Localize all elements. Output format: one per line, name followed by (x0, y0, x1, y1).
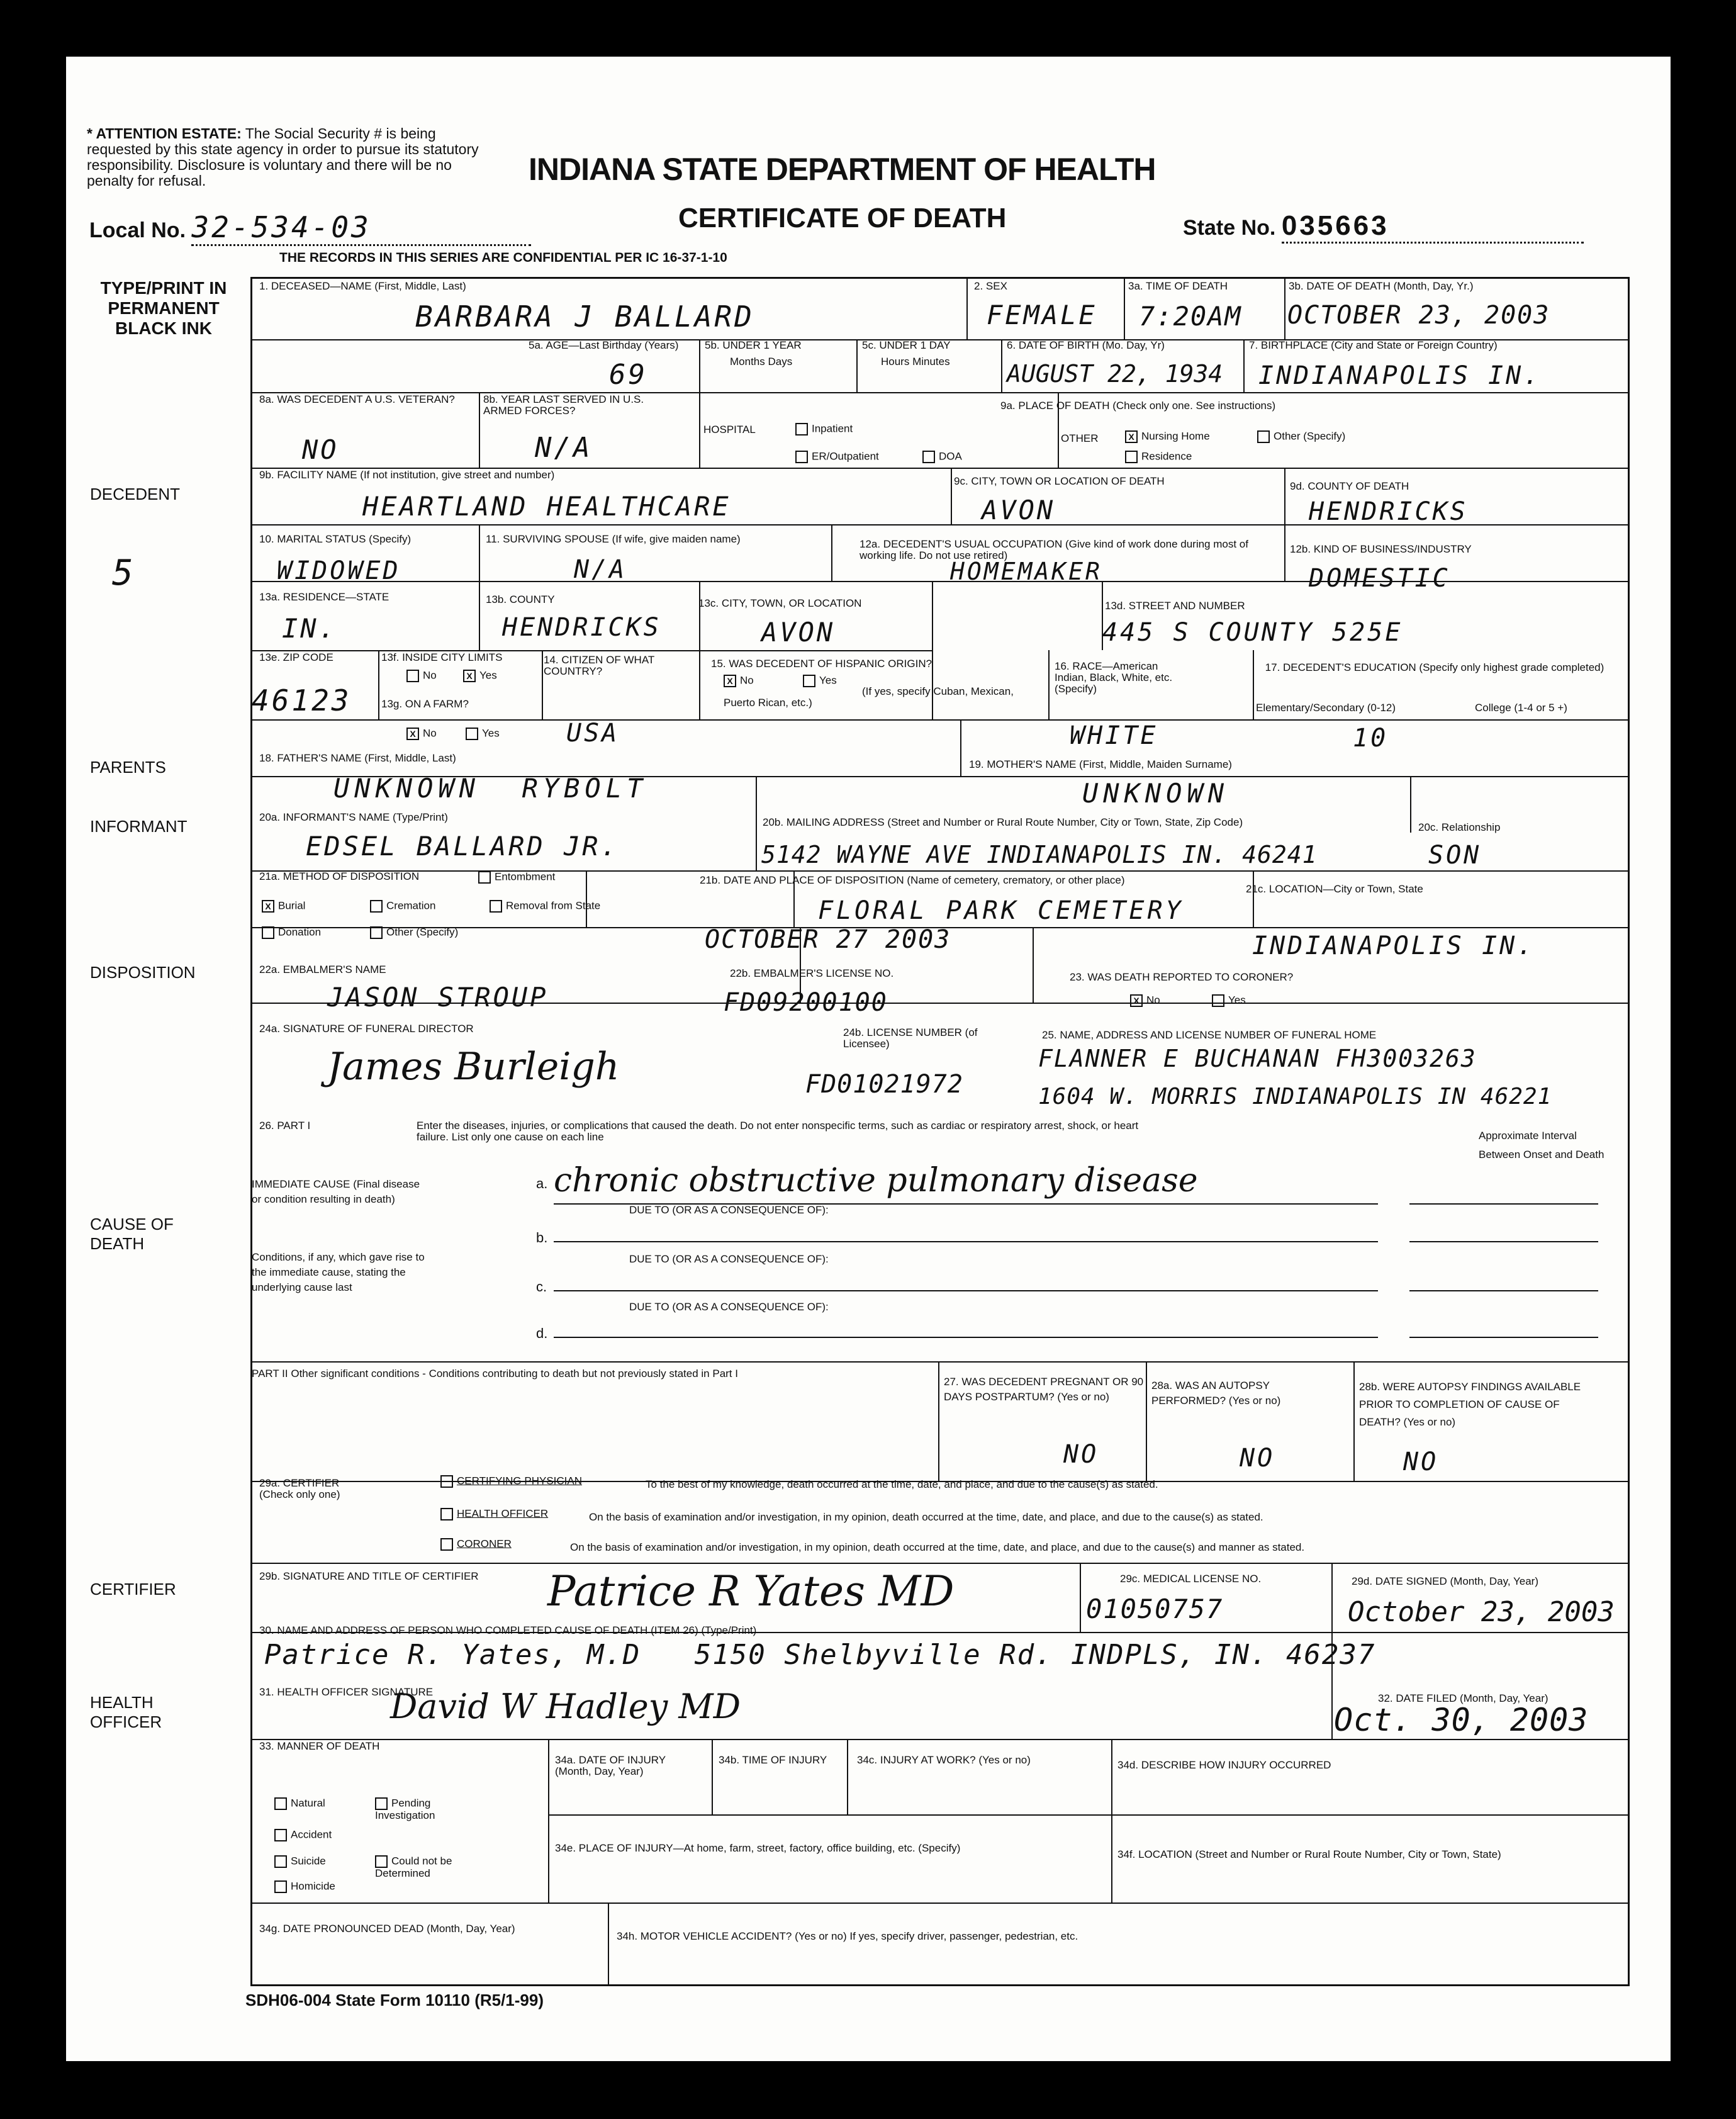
funeral-director-signature: James Burleigh (327, 1045, 620, 1089)
line-a-marker: a. (536, 1176, 548, 1191)
label-inside-city: 13f. INSIDE CITY LIMITS (381, 651, 503, 663)
certifier-signature: Patrice R Yates MD (547, 1567, 955, 1616)
completed-by-value: Patrice R. Yates, M.D 5150 Shelbyville Rd. INDPLS, IN. 46237 (264, 1639, 1376, 1671)
checkbox-er[interactable]: ER/Outpatient (795, 451, 879, 463)
label-funeral-home: 25. NAME, ADDRESS AND LICENSE NUMBER OF FUNERAL HOME (1042, 1029, 1377, 1041)
label-date-filed: 32. DATE FILED (Month, Day, Year) (1378, 1692, 1548, 1704)
label-autopsy: 28a. WAS AN AUTOPSY PERFORMED? (Yes or no) (1151, 1380, 1281, 1407)
res-city-value: AVON (761, 617, 836, 648)
age-value: 69 (609, 359, 647, 391)
label-interval: Approximate Interval Between Onset and Death (1479, 1130, 1604, 1161)
label-mother: 19. MOTHER'S NAME (First, Middle, Maiden Surname) (969, 758, 1232, 770)
birthplace-value: INDIANAPOLIS IN. (1258, 361, 1542, 390)
funeral-home-value: FLANNER E BUCHANAN FH3003263 (1038, 1045, 1477, 1072)
label-place-of-death: 9a. PLACE OF DEATH (Check only one. See instructions) (1000, 400, 1276, 412)
father-value: UNKNOWN RYBOLT (333, 773, 648, 804)
funeral-home-address: 1604 W. MORRIS INDIANAPOLIS IN 46221 (1038, 1084, 1552, 1110)
embalmer-license-value: FD09200100 (724, 988, 888, 1017)
local-no: Local No. 32-534-03 (89, 210, 531, 246)
label-spouse: 11. SURVIVING SPOUSE (If wife, give maiden name) (486, 533, 741, 545)
label-name: 1. DECEASED—NAME (First, Middle, Last) (259, 280, 466, 292)
label-medical-license: 29c. MEDICAL LICENSE NO. (1120, 1573, 1262, 1585)
label-education: 17. DECEDENT'S EDUCATION (Specify only highest grade completed) (1265, 661, 1604, 673)
label-college: College (1-4 or 5 +) (1475, 702, 1567, 714)
zip-value: 46123 (252, 683, 352, 717)
label-hispanic: 15. WAS DECEDENT OF HISPANIC ORIGIN? (711, 658, 932, 670)
coroner-text: On the basis of examination and/or investigation, in my opinion, death occurred at the time, date, and place, and due to the cause(s) and manner as stated. (570, 1541, 1305, 1553)
attention-notice: * ATTENTION ESTATE: The Social Security # is being requested by this state agency in order to pursue its statutory responsibility. Disclosure is voluntary and there will be no penalty for refusal. (87, 125, 479, 189)
date-signed-value: October 23, 2003 (1348, 1596, 1615, 1628)
label-conditions: Conditions, if any, which gave rise to the immediate cause, stating the underlying cause last (252, 1251, 425, 1293)
checkbox-certifying-physician[interactable]: CERTIFYING PHYSICIAN (440, 1475, 582, 1488)
label-part2: PART II Other significant conditions - Conditions contributing to death but not previously stated in Part I (252, 1368, 738, 1380)
label-injury-location: 34f. LOCATION (Street and Number or Rural Route Number, City or Town, State) (1117, 1848, 1501, 1860)
res-county-value: HENDRICKS (502, 613, 661, 642)
due-to-2: DUE TO (OR AS A CONSEQUENCE OF): (629, 1253, 829, 1265)
time-of-death: 7:20AM (1139, 301, 1242, 332)
label-date-signed: 29d. DATE SIGNED (Month, Day, Year) (1352, 1575, 1538, 1587)
checkbox-farm-yes[interactable]: Yes (466, 728, 500, 740)
label-disposition-method: 21a. METHOD OF DISPOSITION (259, 870, 420, 882)
checkbox-nursing-home[interactable]: X Nursing Home (1125, 430, 1210, 443)
street-value: 445 S COUNTY 525E (1102, 618, 1403, 647)
label-sex: 2. SEX (974, 280, 1007, 292)
pregnant-value: NO (1063, 1440, 1099, 1469)
label-embalmer: 22a. EMBALMER'S NAME (259, 964, 386, 975)
label-year-served: 8b. YEAR LAST SERVED IN U.S. ARMED FORCES? (483, 393, 644, 417)
checkbox-residence[interactable]: Residence (1125, 451, 1192, 463)
city-death-value: AVON (982, 495, 1056, 526)
label-immediate-cause: IMMEDIATE CAUSE (Final disease or condition resulting in death) (252, 1178, 420, 1205)
industry-value: DOMESTIC (1309, 564, 1450, 593)
label-health-officer-signature: 31. HEALTH OFFICER SIGNATURE (259, 1686, 434, 1698)
agency-title: INDIANA STATE DEPARTMENT OF HEALTH (529, 152, 1156, 187)
health-officer-signature: David W Hadley MD (390, 1687, 741, 1726)
label-res-state: 13a. RESIDENCE—STATE (259, 591, 389, 603)
label-hospital: HOSPITAL (703, 424, 756, 436)
checkbox-accident[interactable]: Accident (274, 1829, 332, 1841)
side-informant: INFORMANT (90, 817, 188, 836)
label-certifier: 29a. CERTIFIER (Check only one) (259, 1477, 340, 1500)
type-print-notice: TYPE/PRINT IN PERMANENT BLACK INK (100, 278, 227, 338)
line-d-marker: d. (536, 1325, 548, 1341)
label-disposition-place: 21b. DATE AND PLACE OF DISPOSITION (Name of cemetery, crematory, or other place) (700, 874, 1125, 886)
label-completed-by: 30. NAME AND ADDRESS OF PERSON WHO COMPLETED CAUSE OF DEATH (ITEM 26) (Type/Print) (259, 1624, 757, 1636)
label-time-death: 3a. TIME OF DEATH (1128, 280, 1228, 292)
cause-a-value: chronic obstructive pulmonary disease (554, 1162, 1198, 1200)
label-under-day: 5c. UNDER 1 DAY (862, 339, 951, 351)
state-no-value: 035663 (1282, 210, 1584, 244)
checkbox-hispanic-yes[interactable]: Yes (803, 675, 837, 687)
label-disposition-location: 21c. LOCATION—City or Town, State (1246, 883, 1423, 895)
label-informant: 20a. INFORMANT'S NAME (Type/Print) (259, 811, 448, 823)
label-date-injury: 34a. DATE OF INJURY (Month, Day, Year) (555, 1754, 666, 1777)
side-disposition: DISPOSITION (90, 963, 196, 982)
county-death-value: HENDRICKS (1309, 497, 1468, 526)
label-certifier-signature: 29b. SIGNATURE AND TITLE OF CERTIFIER (259, 1570, 479, 1582)
marital-value: WIDOWED (277, 556, 401, 585)
informant-value: EDSEL BALLARD JR. (306, 831, 619, 862)
label-director-license: 24b. LICENSE NUMBER (of Licensee) (843, 1026, 978, 1050)
checkbox-other-disposition[interactable]: Other (Specify) (370, 926, 458, 939)
checkbox-removal[interactable]: Removal from State (490, 900, 600, 913)
label-under-year: 5b. UNDER 1 YEAR (705, 339, 802, 351)
label-coroner: 23. WAS DEATH REPORTED TO CORONER? (1070, 971, 1294, 983)
checkbox-natural[interactable]: Natural (274, 1797, 325, 1810)
checkbox-coroner-no[interactable]: X No (1130, 994, 1160, 1007)
label-other-place: OTHER (1061, 432, 1099, 444)
label-time-injury: 34b. TIME OF INJURY (719, 1754, 827, 1766)
local-no-value: 32-534-03 (191, 210, 531, 246)
side-health-officer: HEALTH OFFICER (90, 1693, 162, 1731)
embalmer-value: JASON STROUP (327, 982, 549, 1013)
label-county-death: 9d. COUNTY OF DEATH (1290, 480, 1409, 492)
year-served-value: N/A (535, 432, 593, 464)
label-marital: 10. MARITAL STATUS (Specify) (259, 533, 412, 545)
checkbox-donation[interactable]: Donation (262, 926, 321, 939)
label-hours-minutes: Hours Minutes (881, 356, 950, 368)
checkbox-pending[interactable]: Pending Investigation (375, 1797, 435, 1821)
label-hispanic-specify: (If yes, specify Cuban, Mexican, Puerto Rican, etc.) (724, 685, 1014, 709)
autopsy-findings-value: NO (1403, 1447, 1439, 1476)
label-res-city: 13c. CITY, TOWN, OR LOCATION (698, 597, 862, 609)
confidential-notice: THE RECORDS IN THIS SERIES ARE CONFIDENTIAL PER IC 16-37-1-10 (279, 250, 727, 265)
due-to-1: DUE TO (OR AS A CONSEQUENCE OF): (629, 1204, 829, 1216)
label-street: 13d. STREET AND NUMBER (1105, 600, 1245, 612)
label-manner: 33. MANNER OF DEATH (259, 1740, 380, 1752)
label-veteran: 8a. WAS DECEDENT A U.S. VETERAN? (259, 393, 455, 405)
checkbox-entombment[interactable]: Entombment (478, 871, 555, 884)
label-injury-work: 34c. INJURY AT WORK? (Yes or no) (857, 1754, 1031, 1766)
relationship-value: SON (1428, 841, 1482, 870)
checkbox-inside-yes[interactable]: X Yes (463, 670, 497, 682)
side-cause: CAUSE OF DEATH (90, 1215, 174, 1253)
label-place-injury: 34e. PLACE OF INJURY—At home, farm, street, factory, office building, etc. (Specify) (555, 1842, 961, 1854)
label-motor-vehicle: 34h. MOTOR VEHICLE ACCIDENT? (Yes or no) If yes, specify driver, passenger, pedestrian, etc. (617, 1930, 1078, 1942)
checkbox-coroner-certifier[interactable]: CORONER (440, 1538, 512, 1551)
label-embalmer-license: 22b. EMBALMER'S LICENSE NO. (730, 967, 894, 979)
label-months-days: Months Days (730, 356, 793, 368)
checkbox-inpatient[interactable]: Inpatient (795, 423, 853, 436)
director-license-value: FD01021972 (805, 1070, 963, 1099)
checkbox-undetermined[interactable]: Could not be Determined (375, 1855, 452, 1879)
label-pregnant: 27. WAS DECEDENT PREGNANT OR 90 DAYS POSTPARTUM? (Yes or no) (944, 1376, 1144, 1403)
checkbox-hispanic-no[interactable]: X No (724, 675, 754, 687)
checkbox-other-place[interactable]: Other (Specify) (1257, 430, 1345, 443)
occupation-value: HOMEMAKER (950, 558, 1102, 585)
label-relationship: 20c. Relationship (1418, 821, 1501, 833)
checkbox-suicide[interactable]: Suicide (274, 1855, 326, 1868)
medical-license-value: 01050757 (1086, 1593, 1224, 1624)
deceased-name: BARBARA J BALLARD (415, 300, 754, 334)
veteran-value: NO (302, 434, 339, 465)
checkbox-cremation[interactable]: Cremation (370, 900, 435, 913)
form-footer: SDH06-004 State Form 10110 (R5/1-99) (245, 1991, 544, 2009)
label-res-county: 13b. COUNTY (486, 593, 555, 605)
side-certifier: CERTIFIER (90, 1580, 176, 1599)
margin-mark: 5 (112, 553, 136, 593)
line-c-marker: c. (536, 1279, 547, 1295)
spouse-value: N/A (574, 555, 627, 584)
checkbox-farm-no[interactable]: X No (406, 728, 437, 740)
date-filed-value: Oct. 30, 2003 (1334, 1702, 1589, 1738)
certifying-physician-text: To the best of my knowledge, death occurred at the time, date, and place, and due to the cause(s) as stated. (646, 1478, 1158, 1490)
disposition-date-value: OCTOBER 27 2003 (705, 925, 951, 954)
sex-value: FEMALE (987, 300, 1097, 330)
label-pronounced-dead: 34g. DATE PRONOUNCED DEAD (Month, Day, Year) (259, 1923, 515, 1935)
checkbox-doa[interactable]: DOA (922, 451, 962, 463)
label-on-farm: 13g. ON A FARM? (381, 698, 469, 710)
label-age: 5a. AGE—Last Birthday (Years) (529, 339, 679, 351)
label-industry: 12b. KIND OF BUSINESS/INDUSTRY (1290, 543, 1472, 555)
label-race: 16. RACE—American Indian, Black, White, etc. (Specify) (1055, 660, 1173, 695)
state-no: State No. 035663 (1183, 210, 1584, 244)
date-of-death: OCTOBER 23, 2003 (1287, 301, 1550, 330)
label-citizen: 14. CITIZEN OF WHAT COUNTRY? (544, 654, 654, 677)
dob-value: AUGUST 22, 1934 (1007, 360, 1223, 388)
autopsy-value: NO (1240, 1444, 1275, 1473)
res-state-value: IN. (282, 613, 337, 644)
race-value: WHITE (1070, 721, 1158, 750)
line-b-marker: b. (536, 1230, 548, 1245)
disposition-place-value: FLORAL PARK CEMETERY (818, 896, 1184, 925)
checkbox-burial[interactable]: X Burial (262, 900, 305, 913)
health-officer-text: On the basis of examination and/or investigation, in my opinion, death occurred at the time, date, and place, and due to the cause(s) as stated. (589, 1511, 1263, 1523)
checkbox-homicide[interactable]: Homicide (274, 1880, 335, 1893)
label-city-death: 9c. CITY, TOWN OR LOCATION OF DEATH (954, 475, 1165, 487)
checkbox-inside-no[interactable]: No (406, 670, 437, 682)
label-elementary: Elementary/Secondary (0-12) (1256, 702, 1396, 714)
label-part1: 26. PART I (259, 1120, 311, 1132)
label-autopsy-findings: 28b. WERE AUTOPSY FINDINGS AVAILABLE PRIOR TO COMPLETION OF CAUSE OF DEATH? (Yes or no) (1359, 1381, 1581, 1428)
label-facility: 9b. FACILITY NAME (If not institution, give street and number) (259, 469, 555, 481)
label-birthplace: 7. BIRTHPLACE (City and State or Foreign Country) (1249, 339, 1498, 351)
label-mailing: 20b. MAILING ADDRESS (Street and Number or Rural Route Number, City or Town, State, Zip Code) (763, 816, 1243, 828)
label-date-death: 3b. DATE OF DEATH (Month, Day, Yr.) (1289, 280, 1474, 292)
disposition-location-value: INDIANAPOLIS IN. (1252, 931, 1535, 960)
side-decedent: DECEDENT (90, 485, 181, 503)
checkbox-health-officer[interactable]: HEALTH OFFICER (440, 1508, 548, 1520)
facility-value: HEARTLAND HEALTHCARE (362, 491, 731, 522)
label-funeral-director: 24a. SIGNATURE OF FUNERAL DIRECTOR (259, 1023, 474, 1035)
due-to-3: DUE TO (OR AS A CONSEQUENCE OF): (629, 1301, 829, 1313)
side-parents: PARENTS (90, 758, 166, 777)
label-occupation: 12a. DECEDENT'S USUAL OCCUPATION (Give kind of work done during most of working life. Do not use retired) (860, 538, 1248, 561)
checkbox-coroner-yes[interactable]: Yes (1212, 994, 1246, 1007)
certificate-title: CERTIFICATE OF DEATH (678, 203, 1007, 233)
label-describe-injury: 34d. DESCRIBE HOW INJURY OCCURRED (1117, 1759, 1331, 1771)
part1-instructions: Enter the diseases, injuries, or complications that caused the death. Do not enter nonspecific terms, such as cardiac or respiratory arrest, shock, or heart failure. List only one cause on each line (417, 1120, 1139, 1143)
label-dob: 6. DATE OF BIRTH (Mo. Day, Yr) (1007, 339, 1165, 351)
citizen-value: USA (566, 719, 620, 748)
label-zip: 13e. ZIP CODE (259, 651, 333, 663)
education-value: 10 (1353, 724, 1389, 753)
mother-value: UNKNOWN (1082, 778, 1229, 809)
mailing-value: 5142 WAYNE AVE INDIANAPOLIS IN. 46241 (761, 841, 1318, 868)
label-father: 18. FATHER'S NAME (First, Middle, Last) (259, 752, 456, 764)
